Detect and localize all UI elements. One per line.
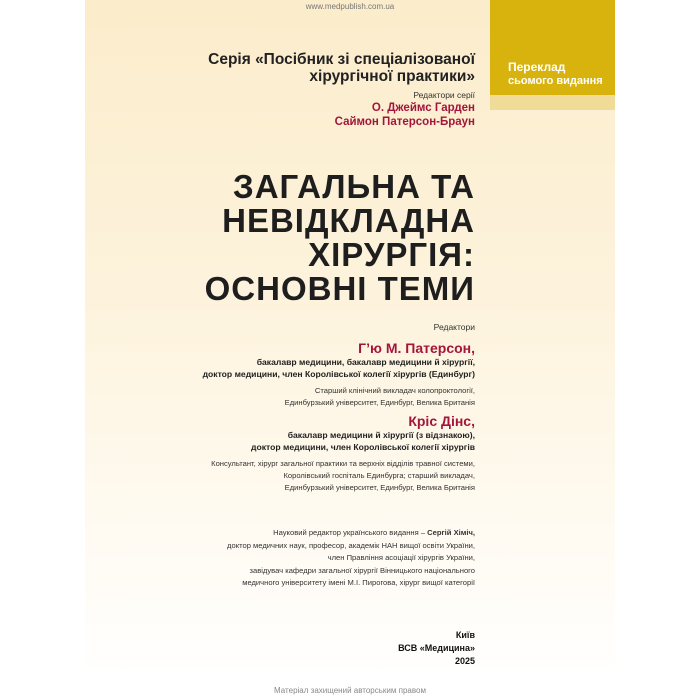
editor-position: Единбурзький університет, Единбург, Велика Британія [284,398,475,407]
editor-position: Королівський госпіталь Единбурга; старший викладач, [283,471,475,480]
editor-credentials: доктор медицини, член Королівської колегії хірургів (Единбург) [202,369,475,379]
scientific-editor-line: медичного університету імені М.І. Пирогова, хірург вищої категорії [242,578,475,587]
publisher-year: 2025 [454,656,475,666]
editor-position: Консультант, хірург загальної практики та верхніх відділів травної системи, [211,459,475,468]
editor-credentials: доктор медицини, член Королівської колегії хірургів [251,442,475,452]
badge-line: Переклад [508,60,566,74]
title-line: ЗАГАЛЬНА ТА [233,168,475,205]
series-title [208,51,475,129]
series-editor: Саймон Патерсон-Браун [334,116,475,128]
series-line: хірургічної практики» [309,68,475,85]
badge-line: сьомого видання [508,75,603,87]
title-line: ХІРУРГІЯ: [308,236,475,273]
editor-name: Г’ю М. Патерсон, [358,340,475,356]
scientific-editor-prefix: Науковий редактор українського видання – [273,528,428,537]
editor-name: Кріс Дінс, [408,413,475,429]
scientific-editor-line: член Правління асоціації хірургів України, [327,553,475,562]
scientific-editor-line: завідувач кафедри загальної хірургії Вінницького національного [249,565,475,575]
book-title [205,170,475,306]
copyright-footer: Матеріал захищений авторським правом [274,686,426,695]
editor-credentials: бакалавр медицини й хірургії (з відзнакою), [287,430,475,440]
series-line: Серія «Посібник зі спеціалізованої [208,51,475,68]
title-line: ОСНОВНІ ТЕМИ [204,270,475,307]
editors-label: Редактори [433,322,475,332]
title-line: НЕВІДКЛАДНА [222,202,475,239]
scientific-editor-line [227,527,475,540]
scientific-editor-line: доктор медичних наук, професор, академік НАН вищої освіти України, [227,540,475,550]
series-editors-label: Редактори серії [413,90,475,100]
series-editor: О. Джеймс Гарден [371,102,475,114]
edition-badge-text [508,60,603,88]
scientific-editor [227,527,475,590]
editor-position: Старший клінічний викладач колопроктології, [314,386,475,395]
editor-credentials: бакалавр медицини, бакалавр медицини й хірургії, [256,357,475,367]
publisher-name: ВСВ «Медицина» [398,643,475,653]
editor-position: Единбурзький університет, Единбург, Велика Британія [284,483,475,492]
scientific-editor-name: Сергій Хіміч, [427,528,475,537]
badge-stripe [490,95,615,110]
publisher-block [398,629,475,668]
editors-block [203,322,475,494]
publisher-city: Київ [455,630,475,640]
publisher-url: www.medpublish.com.ua [305,2,395,11]
